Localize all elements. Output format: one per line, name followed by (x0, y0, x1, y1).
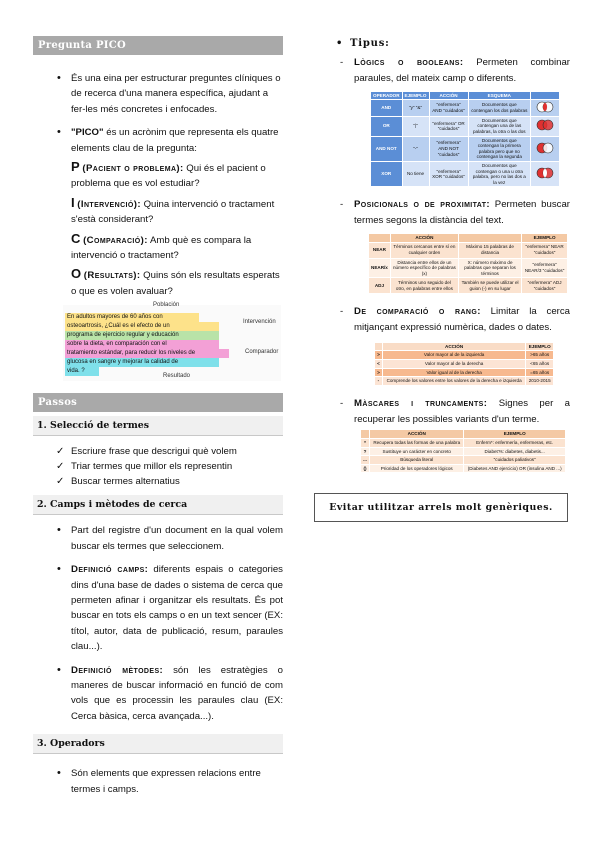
mascares-title: Màscares i truncaments: (354, 397, 488, 409)
pico-bullet-2-text: és un acrònim que representa els quatre elements clau de la pregunta: (71, 127, 279, 154)
bool-cell: No tiene (402, 161, 429, 186)
seleccio-item-3: ✓ Buscar termes alternatius (33, 474, 283, 489)
pico-letter-c: C (71, 230, 81, 246)
pico-bullets (33, 71, 283, 156)
venn-diagram-icon (530, 161, 559, 186)
camps-bullet-2 (33, 562, 283, 654)
label-intervencion: Intervención (243, 319, 276, 326)
posicionals-text: Permeten buscar termes segons la distància del text. (354, 199, 570, 227)
pico-line-3: programa de ejercicio regular y educación (65, 331, 219, 340)
comparacio-text: Limitar la cerca mitjançant expressió numèrica, dades o dates. (354, 306, 570, 334)
cmp-h2: EJEMPLO (526, 342, 554, 351)
cmp-cell: =65 años (526, 368, 554, 377)
bool-h3: ESQUEMA (468, 91, 530, 100)
mask-row (361, 447, 566, 456)
logics-item (330, 55, 570, 87)
right-column (330, 38, 570, 522)
bool-cell: "y" "&" (402, 100, 429, 117)
cmp-cell: < (375, 360, 383, 369)
pico-item-i (33, 195, 283, 228)
mask-cell: Enferm*: enfermería, enfermeras, etc. (464, 439, 566, 448)
pico-text-c: Amb què es compara la intervenció o tractament? (71, 234, 252, 262)
mask-row (361, 464, 566, 473)
pico-letter-i: I (71, 194, 75, 210)
passos-section-header: Passos (33, 393, 283, 412)
bool-h4 (530, 91, 559, 100)
cmp-cell: <65 años (526, 360, 554, 369)
cmp-cell: >65 años (526, 351, 554, 360)
pico-items (33, 159, 283, 299)
camps-bullet-3-strong: Definició mètodes: (71, 664, 164, 676)
pico-item-o (33, 266, 283, 299)
pico-title-o: (Resultats): (83, 270, 141, 282)
pico-line-6: glucosa en sangre y mejorar la calidad de (65, 358, 219, 367)
pos-cell: "enfermera" ADJ "cuidados" (522, 278, 568, 294)
boolean-table (370, 91, 560, 188)
bool-cell: Documentos que contengan o una u otra palabra, pero no las dos a la vez (468, 161, 530, 186)
mask-cell: Búsqueda literal (370, 456, 464, 465)
pos-cell: X: número máximo de palabras que separan los términos (458, 258, 521, 278)
cmp-h0 (375, 342, 383, 351)
label-comparador: Comparador (245, 349, 279, 356)
venn-diagram-icon (530, 100, 559, 117)
cmp-cell: - (375, 377, 383, 386)
pos-h1: ACCIÓN (390, 233, 458, 242)
venn-diagram-icon (530, 136, 559, 161)
mask-h0 (361, 430, 370, 439)
mask-table (360, 429, 566, 473)
venn-diagram-icon (530, 116, 559, 136)
pico-bullet-1: • És una eina per estructurar preguntes clíniques o de recerca d'una manera específica, ajudant a fer-les més concretes i enfocades. (33, 71, 283, 117)
tipus-title-text: Tipus: (350, 38, 390, 49)
pico-line-2: osteoartrosis, ¿Cuál es el efecto de un (65, 322, 219, 331)
mask-cell: Diabet?s: diabetes, diabetis... (464, 447, 566, 456)
pico-line-5: tratamiento estándar, para reducir los niveles de (65, 349, 229, 358)
pico-line-1: En adultos mayores de 60 años con (65, 313, 199, 322)
pico-letter-o: O (71, 266, 82, 282)
cmp-row (375, 377, 554, 386)
pico-item-p (33, 159, 283, 192)
posicionals-title: Posicionals o de proximitat: (354, 199, 491, 211)
bool-row (371, 100, 560, 117)
bool-cell: XOR (371, 161, 403, 186)
logics-text: Permeten combinar paraules, del mateix camp o diferents. (354, 57, 570, 84)
pos-h3: EJEMPLO (522, 233, 568, 242)
bool-h0: OPERADOR (371, 91, 403, 100)
logics-title: Lògics o booleans: (354, 57, 464, 68)
mask-cell: * (361, 439, 370, 448)
mask-cell: Sustituye un carácter en concreto (370, 447, 464, 456)
mask-cell: Prioridad de los operadores lógicos (370, 464, 464, 473)
position-table (368, 233, 568, 294)
pos-cell: Distancia entre ellos de un número específico de palabras (x) (390, 258, 458, 278)
bool-cell: "-" (402, 136, 429, 161)
pico-title-c: (Comparació): (83, 234, 148, 246)
posicionals-item (330, 197, 570, 229)
mask-cell: ... (361, 456, 370, 465)
cmp-cell: > (375, 368, 383, 377)
operadors-header: 3. Operadors (33, 734, 283, 754)
camps-bullet-1 (33, 523, 283, 554)
label-poblacion: Población (153, 302, 180, 309)
cmp-cell: Valor igual al de la derecha (382, 368, 526, 377)
seleccio-item-2: ✓ Triar termes que millor els representin (33, 459, 283, 474)
mask-row (361, 439, 566, 448)
operadors-list (33, 766, 283, 797)
mask-row (361, 456, 566, 465)
mask-cell: () (361, 464, 370, 473)
pos-row (369, 242, 568, 258)
camps-header: 2. Camps i mètodes de cerca (33, 495, 283, 515)
mask-cell: Recupera todas las formas de una palabra (370, 439, 464, 448)
mask-cell: "cuidados paliativos" (464, 456, 566, 465)
bool-row (371, 116, 560, 136)
pico-example-image (63, 302, 281, 381)
bool-cell: "enfermera" XOR "cuidados" (429, 161, 468, 186)
cmp-row (375, 368, 554, 377)
bool-cell: "|" (402, 116, 429, 136)
left-column (33, 36, 283, 797)
mascares-item (330, 396, 570, 428)
camps-bullet-3-text: són les estratègies o maneres de buscar informació en funció de com vols que es processin les paraules clau (EX: Cerca bàsica, cerca avançada...). (71, 664, 283, 722)
pos-cell: También se puede utilizar el guion (-) en su lugar (458, 278, 521, 294)
bool-cell: "enfermera" AND NOT "cuidados" (429, 136, 468, 161)
pico-line-4: sobre la dieta, en comparación con el (65, 340, 219, 349)
seleccio-header: 1. Selecció de termes (33, 416, 283, 436)
pos-cell: ADJ (369, 278, 391, 294)
bool-cell: Documentos que contengan la primera palabra pero que no contengan la segunda (468, 136, 530, 161)
pos-cell: Términos cercanos entre sí en cualquier orden (390, 242, 458, 258)
pico-item-c (33, 231, 283, 264)
bool-cell: OR (371, 116, 403, 136)
bool-cell: AND (371, 100, 403, 117)
bool-cell: Documentos que contengan una de las palabras, la otra o las dos (468, 116, 530, 136)
bool-h2: ACCIÓN (429, 91, 468, 100)
pico-letter-p: P (71, 159, 80, 175)
cmp-cell: Valor mayor al de la derecha (382, 360, 526, 369)
camps-bullet-2-strong: Definició camps: (71, 564, 149, 576)
camps-bullet-3 (33, 663, 283, 725)
operadors-bullet-1: • Són elements que expressen relacions entre termes i camps. (33, 766, 283, 797)
cmp-h1: ACCIÓN (382, 342, 526, 351)
pos-h0 (369, 233, 391, 242)
label-resultado: Resultado (163, 373, 191, 380)
pos-cell: Máximo 15 palabras de distancia (458, 242, 521, 258)
cmp-cell: > (375, 351, 383, 360)
pos-h2 (458, 233, 521, 242)
pico-text-i: Quina intervenció o tractament s'està considerant? (71, 198, 275, 226)
pos-cell: Términos uno seguido del otro, en palabras entre ellos (390, 278, 458, 294)
tipus-title: • Tipus: (336, 38, 390, 49)
pico-bullet-2 (33, 125, 283, 156)
pico-title-p: (Pacient o problema): (82, 163, 184, 175)
bool-cell: "enfermera" OR "cuidados" (429, 116, 468, 136)
cmp-row (375, 360, 554, 369)
comparacio-title: De comparació o rang: (354, 306, 481, 318)
warning-box: Evitar utilitzar arrels molt genèriques. (314, 493, 568, 522)
pos-cell: NEAR/x (369, 258, 391, 278)
pico-text-p: Qui és el pacient o problema que es vol estudiar? (71, 163, 266, 190)
mascares-text: Signes per a recuperar les possibles variants d'un terme. (354, 397, 570, 425)
pico-line-7: vida. ? (65, 367, 99, 376)
comparison-table (374, 342, 554, 386)
seleccio-list (33, 444, 283, 489)
bool-cell: Documentos que contengan los dos palabras (468, 100, 530, 117)
bool-cell: "enfermera" AND "cuidados" (429, 100, 468, 117)
cmp-cell: Comprende los valores entre los valores de la derecha e izquierda (382, 377, 526, 386)
pos-cell: "enfermera" NEAR/3 "cuidados" (522, 258, 568, 278)
pos-cell: NEAR (369, 242, 391, 258)
bool-h1: EJEMPLO (402, 91, 429, 100)
mask-cell: (Diabetes AND ejercicio) OR (insulina AND ...) (464, 464, 566, 473)
camps-bullet-1-text: Part del registre d'un document en la qual volem buscar els termes que seleccionem. (71, 525, 283, 552)
bool-row (371, 136, 560, 161)
pico-text-o: Quins són els resultats esperats o que es volen avaluar? (71, 270, 280, 297)
pico-section-header: Pregunta PICO (33, 36, 283, 55)
pos-row (369, 278, 568, 294)
mask-cell: ? (361, 447, 370, 456)
bool-row (371, 161, 560, 186)
cmp-row (375, 351, 554, 360)
mask-h2: EJEMPLO (464, 430, 566, 439)
pos-row (369, 258, 568, 278)
pico-acronym: "PICO" (71, 127, 104, 139)
seleccio-item-1: ✓ Escriure frase que descrigui què volem (33, 444, 283, 459)
comparacio-item (330, 304, 570, 336)
pico-title-i: (Intervenció): (77, 198, 141, 210)
bool-cell: AND NOT (371, 136, 403, 161)
mask-h1: ACCIÓN (370, 430, 464, 439)
pos-cell: "enfermera" NEAR "cuidados" (522, 242, 568, 258)
cmp-cell: Valor mayor al de la izquierda (382, 351, 526, 360)
cmp-cell: 2010-2015 (526, 377, 554, 386)
camps-bullet-2-text: diferents espais o categories dins d'una base de dades o sistema de cerca que permeten afinar i organitzar els resultats. És pot buscar en tots els camps o en un text sencer (EX: títol, autor, data de publicació, resum, paraules clau...). (71, 564, 283, 653)
camps-list (33, 523, 283, 724)
